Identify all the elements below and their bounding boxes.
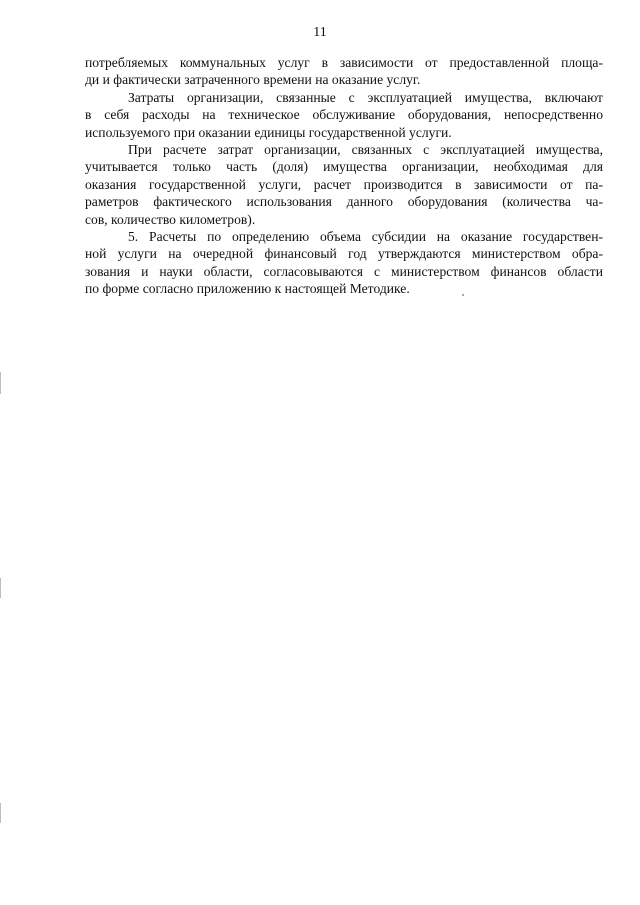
text-line: 5. Расчеты по определению объема субсидии на оказание государствен-: [128, 228, 603, 244]
scan-artifact-left-edge: [0, 803, 1, 823]
text-line: учитывается только часть (доля) имущества организации, необходимая для: [85, 159, 603, 175]
text-line: раметров фактического использования данного оборудования (количества ча-: [85, 194, 603, 210]
text-line: ди и фактически затраченного времени на оказание услуг.: [85, 72, 421, 88]
text-line: Затраты организации, связанные с эксплуатацией имущества, включают: [128, 89, 603, 105]
text-line: оказания государственной услуги, расчет производится в зависимости от па-: [85, 176, 603, 192]
text-line: используемого при оказании единицы государственной услуги.: [85, 124, 452, 140]
text-line: ной услуги на очередной финансовый год утверждаются министерством обра-: [85, 246, 603, 262]
text-line: зования и науки области, согласовываются с министерством финансов области: [85, 263, 603, 279]
page-number: 11: [313, 25, 327, 40]
text-line: в себя расходы на техническое обслуживание оборудования, непосредственно: [85, 107, 603, 123]
body-text: [85, 54, 603, 297]
text-line: по форме согласно приложению к настоящей Методике.: [85, 281, 410, 297]
scan-speck: [462, 294, 464, 296]
text-line: сов, количество километров).: [85, 211, 256, 227]
scan-artifact-left-edge: [0, 578, 1, 598]
text-line: При расчете затрат организации, связанных с эксплуатацией имущества,: [128, 141, 603, 157]
scan-artifact-left-edge: [0, 372, 1, 394]
text-line: потребляемых коммунальных услуг в зависимости от предоставленной площа-: [85, 55, 603, 70]
